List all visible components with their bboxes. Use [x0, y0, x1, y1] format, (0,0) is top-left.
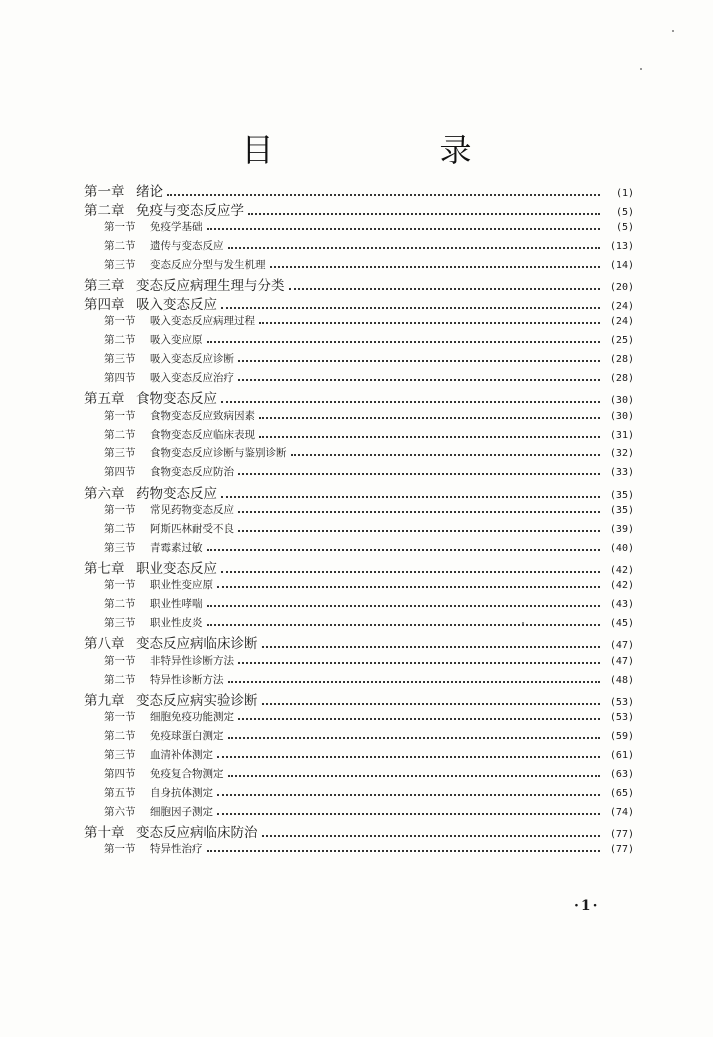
section-number: 第四节 [104, 767, 136, 780]
section-title: 食物变态反应防治 [150, 466, 234, 479]
toc-chapter-entry[interactable] [84, 199, 634, 219]
toc-section-entry[interactable] [104, 651, 634, 668]
section-title: 特异性治疗 [150, 843, 203, 856]
section-number: 第一节 [104, 503, 136, 516]
scan-speck [640, 68, 642, 70]
page-ref: (5) [615, 222, 634, 234]
section-number: 第一节 [104, 579, 136, 592]
section-title: 吸入变态反应病理过程 [150, 315, 255, 328]
dot-leader [289, 275, 601, 291]
section-title: 变态反应分型与发生机理 [150, 258, 266, 271]
section-title: 食物变态反应诊断与鉴别诊断 [150, 447, 287, 460]
toc-section-entry[interactable] [104, 406, 634, 423]
section-number: 第一节 [104, 409, 136, 422]
page-ref: (20) [609, 282, 634, 294]
dot-leader [217, 576, 600, 589]
dot-leader [238, 463, 600, 476]
dot-leader [228, 237, 601, 250]
page-number: ·1· [574, 898, 600, 914]
chapter-number: 第二章 [84, 202, 125, 219]
page-ref: (30) [609, 395, 634, 407]
dot-leader [238, 500, 600, 513]
section-number: 第一节 [104, 843, 136, 856]
chapter-number: 第六章 [84, 485, 125, 502]
toc-section-entry[interactable] [104, 746, 634, 763]
dot-leader [262, 821, 601, 837]
dot-leader [238, 369, 600, 382]
page-title: 目 录 [241, 131, 506, 169]
section-number: 第三节 [104, 617, 136, 630]
section-title: 阿斯匹林耐受不良 [150, 522, 234, 535]
dot-leader [221, 558, 600, 574]
toc-chapter-entry[interactable] [84, 557, 634, 577]
toc-chapter-entry[interactable] [84, 482, 634, 502]
section-number: 第三节 [104, 353, 136, 366]
section-title: 吸入变态反应治疗 [150, 372, 234, 384]
toc-chapter-entry[interactable] [84, 180, 634, 200]
page-ref: (33) [609, 467, 634, 479]
toc-chapter-entry[interactable] [84, 387, 634, 407]
chapter-title: 药物变态反应 [136, 485, 217, 502]
toc-section-entry[interactable] [104, 312, 634, 329]
chapter-title: 变态反应病临床防治 [136, 824, 258, 841]
chapter-number: 第九章 [84, 692, 125, 709]
dot-leader [207, 840, 601, 853]
section-number: 第二节 [104, 240, 136, 253]
page-ref: (53) [609, 696, 634, 708]
toc-section-entry[interactable] [104, 576, 634, 593]
page-ref: (28) [609, 354, 634, 366]
section-number: 第五节 [104, 786, 136, 799]
toc-section-entry[interactable] [104, 727, 634, 744]
dot-leader [238, 350, 600, 363]
section-title: 非特异性诊断方法 [150, 654, 234, 667]
chapter-number: 第一章 [84, 184, 125, 200]
section-title: 食物变态反应致病因素 [150, 409, 255, 422]
dot-leader [217, 783, 600, 796]
section-title: 免疫复合物测定 [150, 767, 224, 780]
page-ref: (63) [609, 768, 634, 780]
page-ref: (1) [615, 188, 634, 199]
section-title: 职业性变应原 [150, 579, 213, 592]
dot-leader [238, 651, 600, 664]
toc-section-entry[interactable] [104, 237, 634, 254]
toc-section-entry[interactable] [104, 369, 634, 386]
toc-section-entry[interactable] [104, 538, 634, 555]
section-number: 第二节 [104, 598, 136, 611]
toc-chapter-entry[interactable] [84, 293, 634, 313]
page-ref: (48) [609, 674, 634, 686]
chapter-number: 第四章 [84, 297, 125, 314]
page-ref: (13) [609, 241, 634, 253]
chapter-title: 变态反应病临床诊断 [136, 636, 258, 653]
dot-leader [167, 181, 600, 197]
dot-leader [262, 633, 601, 649]
page-ref: (14) [609, 259, 634, 271]
page-ref: (43) [609, 599, 634, 611]
page-ref: (24) [609, 316, 634, 328]
page-ref: (59) [609, 731, 634, 743]
section-number: 第三节 [104, 541, 136, 554]
dot-leader [259, 425, 600, 438]
page-ref: (45) [609, 618, 634, 630]
chapter-number: 第八章 [84, 636, 125, 653]
dot-leader [238, 708, 600, 721]
section-number: 第一节 [104, 315, 136, 328]
page-ref: (53) [609, 712, 634, 724]
section-title: 免疫学基础 [150, 221, 203, 234]
chapter-title: 食物变态反应 [136, 391, 217, 408]
dot-leader [207, 595, 601, 608]
section-title: 细胞免疫功能测定 [150, 711, 234, 724]
chapter-title: 吸入变态反应 [136, 297, 217, 314]
dot-leader [207, 538, 601, 551]
dot-leader [228, 764, 601, 777]
scan-speck [522, 622, 524, 624]
section-title: 吸入变态反应诊断 [150, 353, 234, 366]
section-number: 第二节 [104, 730, 136, 743]
section-number: 第二节 [104, 673, 136, 686]
toc-section-entry[interactable] [104, 840, 634, 857]
section-number: 第一节 [104, 711, 136, 724]
section-number: 第二节 [104, 428, 136, 441]
scan-speck [672, 30, 674, 32]
section-title: 常见药物变态反应 [150, 503, 234, 516]
dot-leader [207, 331, 601, 344]
page-ref: (30) [609, 410, 634, 422]
page-ref: (74) [609, 806, 634, 818]
section-title: 细胞因子测定 [150, 805, 213, 818]
dot-leader [221, 388, 600, 404]
toc-section-entry[interactable] [104, 614, 634, 631]
section-title: 食物变态反应临床表现 [150, 428, 255, 441]
page-ref: (24) [609, 301, 634, 313]
toc-section-entry[interactable] [104, 425, 634, 442]
toc-section-entry[interactable] [104, 463, 634, 480]
dot-leader [291, 444, 601, 457]
chapter-title: 绪论 [136, 184, 163, 200]
toc-chapter-entry[interactable] [84, 274, 634, 294]
toc-section-entry[interactable] [104, 783, 634, 800]
page-ref: (42) [609, 580, 634, 592]
page-ref: (47) [609, 640, 634, 652]
section-title: 遗传与变态反应 [150, 240, 224, 253]
dot-leader [207, 218, 601, 231]
dot-leader [217, 802, 600, 815]
page-ref: (25) [609, 335, 634, 347]
dot-leader [259, 312, 600, 325]
dot-leader [262, 689, 601, 705]
section-title: 免疫球蛋白测定 [150, 730, 224, 743]
page-ref: (35) [609, 489, 634, 501]
section-number: 第一节 [104, 654, 136, 667]
dot-leader [217, 746, 600, 759]
page-ref: (5) [615, 206, 634, 218]
toc-section-entry[interactable] [104, 500, 634, 517]
section-number: 第三节 [104, 749, 136, 761]
dot-leader [207, 614, 601, 627]
page-ref: (40) [609, 542, 634, 554]
chapter-number: 第五章 [84, 391, 125, 408]
chapter-number: 第十章 [84, 824, 125, 841]
page-ref: (77) [609, 844, 634, 856]
dot-leader [221, 294, 600, 310]
dot-leader [248, 199, 600, 215]
page-ref: (42) [609, 565, 634, 576]
section-number: 第六节 [104, 805, 136, 818]
chapter-title: 变态反应病理生理与分类 [136, 278, 285, 295]
section-number: 第四节 [104, 466, 136, 479]
dot-leader [221, 482, 600, 498]
toc-section-entry[interactable] [104, 708, 634, 725]
toc-chapter-entry[interactable] [84, 632, 634, 652]
toc-chapter-entry[interactable] [84, 821, 634, 841]
page-ref: (28) [609, 373, 634, 384]
toc-section-entry[interactable] [104, 802, 634, 819]
page-ref: (39) [609, 523, 634, 535]
section-number: 第二节 [104, 522, 136, 535]
toc-section-entry[interactable] [104, 350, 634, 367]
page-ref: (61) [609, 750, 634, 761]
section-title: 特异性诊断方法 [150, 673, 224, 686]
section-title: 自身抗体测定 [150, 786, 213, 799]
section-number: 第二节 [104, 334, 136, 347]
page-ref: (32) [609, 448, 634, 460]
toc-section-entry[interactable] [104, 519, 634, 536]
toc-chapter-entry[interactable] [84, 689, 634, 709]
section-title: 职业性哮喘 [150, 598, 203, 611]
page-ref: (77) [609, 828, 634, 840]
page-ref: (47) [609, 655, 634, 667]
toc-section-entry[interactable] [104, 218, 634, 235]
section-title: 吸入变应原 [150, 334, 203, 347]
section-number: 第四节 [104, 372, 136, 384]
section-number: 第一节 [104, 221, 136, 234]
dot-leader [228, 727, 601, 740]
dot-leader [238, 519, 600, 532]
page-ref: (31) [609, 429, 634, 441]
section-title: 职业性皮炎 [150, 617, 203, 630]
section-number: 第三节 [104, 447, 136, 460]
chapter-title: 免疫与变态反应学 [136, 202, 244, 219]
toc-section-entry[interactable] [104, 255, 634, 272]
dot-leader [270, 255, 601, 268]
chapter-title: 职业变态反应 [136, 561, 217, 577]
toc-section-entry[interactable] [104, 331, 634, 348]
chapter-number: 第三章 [84, 278, 125, 295]
toc-section-entry[interactable] [104, 670, 634, 687]
page-ref: (65) [609, 787, 634, 799]
section-title: 青霉素过敏 [150, 541, 203, 554]
chapter-number: 第七章 [84, 561, 125, 577]
dot-leader [259, 406, 600, 419]
chapter-title: 变态反应病实验诊断 [136, 692, 258, 709]
toc-section-entry[interactable] [104, 764, 634, 781]
toc-section-entry[interactable] [104, 444, 634, 461]
section-title: 血清补体测定 [150, 749, 213, 761]
page-ref: (35) [609, 504, 634, 516]
dot-leader [228, 670, 601, 683]
toc-section-entry[interactable] [104, 595, 634, 612]
section-number: 第三节 [104, 258, 136, 271]
